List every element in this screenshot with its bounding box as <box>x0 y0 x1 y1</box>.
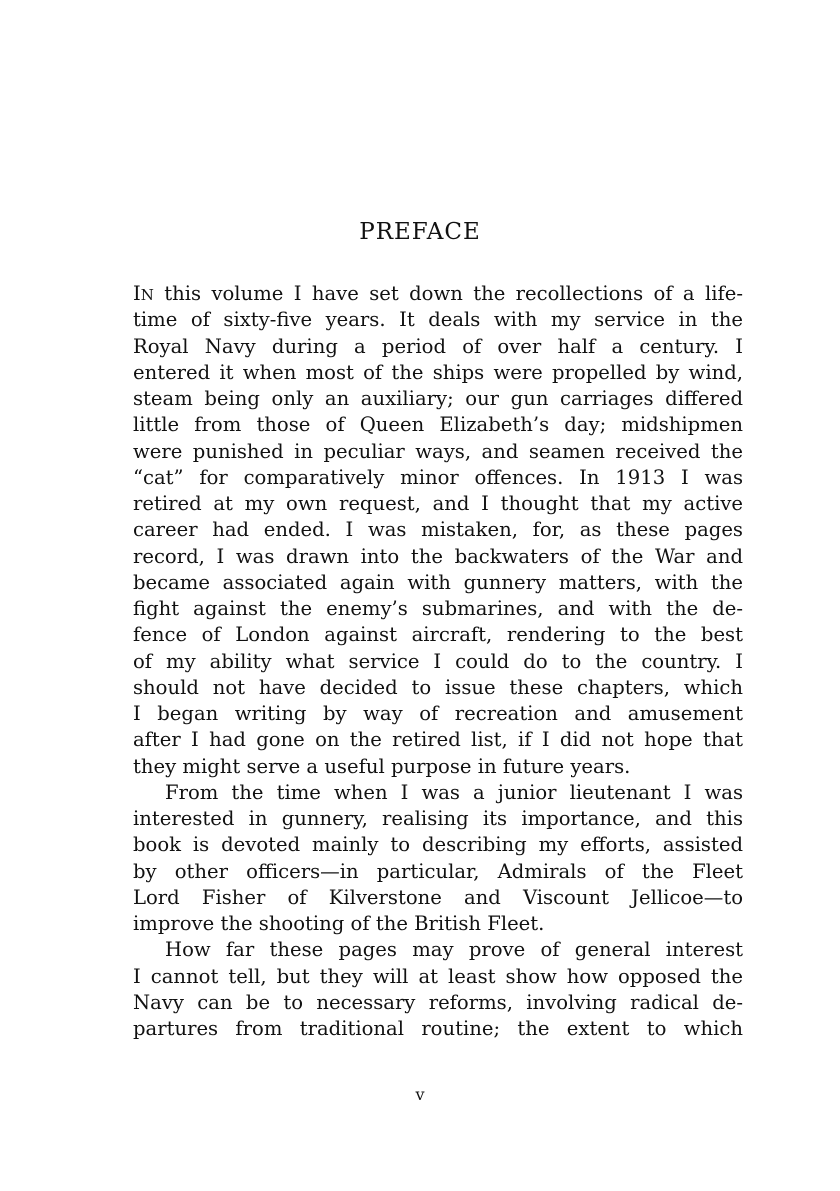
text-line: of my ability what service I could do to the country. I <box>133 649 743 673</box>
text-line: became associated again with gunnery matters, with the <box>133 570 743 594</box>
text-line: little from those of Queen Elizabeth’s day; midshipmen <box>133 413 743 437</box>
page-number: v <box>415 1085 425 1104</box>
preface-body <box>133 281 743 1042</box>
text-line: record, I was drawn into the backwaters of the War and <box>133 544 743 568</box>
text-line: fight against the enemy’s submarines, and with the de- <box>133 597 743 620</box>
text-line: partures from traditional routine; the extent to which <box>133 1017 743 1040</box>
text-line: after I had gone on the retired list, if I did not hope that <box>133 728 743 752</box>
text-line: Navy can be to necessary reforms, involving radical de- <box>133 990 743 1014</box>
text-line: time of sixty-five years. It deals with my service in the <box>133 308 743 332</box>
text-line: were punished in peculiar ways, and seamen received the <box>133 439 743 463</box>
text-line: book is devoted mainly to describing my efforts, assisted <box>133 833 743 857</box>
text-line: entered it when most of the ships were propelled by wind, <box>133 360 743 384</box>
text-line: How far these pages may prove of general interest <box>165 938 743 962</box>
text-line: retired at my own request, and I thought that my active <box>133 492 743 515</box>
text-line: steam being only an auxiliary; our gun carriages differed <box>133 387 743 410</box>
text-line: fence of London against aircraft, rendering to the best <box>133 623 743 647</box>
text-line: improve the shooting of the British Fleet. <box>133 912 545 935</box>
text-line: “cat” for comparatively minor offences. In 1913 I was <box>133 465 743 489</box>
text-line: by other officers—in particular, Admirals of the Fleet <box>133 859 743 883</box>
page-title: PREFACE <box>359 219 481 245</box>
initial-small-caps: N <box>140 286 154 304</box>
text-line: should not have decided to issue these chapters, which <box>133 675 743 699</box>
text-line: Lord Fisher of Kilverstone and Viscount Jellicoe—to <box>133 885 743 909</box>
text-line: IN this volume I have set down the recollections of a life- <box>133 282 743 305</box>
text-line: career had ended. I was mistaken, for, as these pages <box>133 518 743 542</box>
text-line: Royal Navy during a period of over half a century. I <box>133 334 743 358</box>
text-line: From the time when I was a junior lieutenant I was <box>165 780 743 804</box>
text-line: I cannot tell, but they will at least show how opposed the <box>133 964 743 988</box>
text-line: I began writing by way of recreation and amusement <box>133 702 743 725</box>
drop-initial: I <box>133 282 141 305</box>
text-line: interested in gunnery, realising its importance, and this <box>133 807 743 830</box>
text-line: they might serve a useful purpose in future years. <box>133 754 631 778</box>
